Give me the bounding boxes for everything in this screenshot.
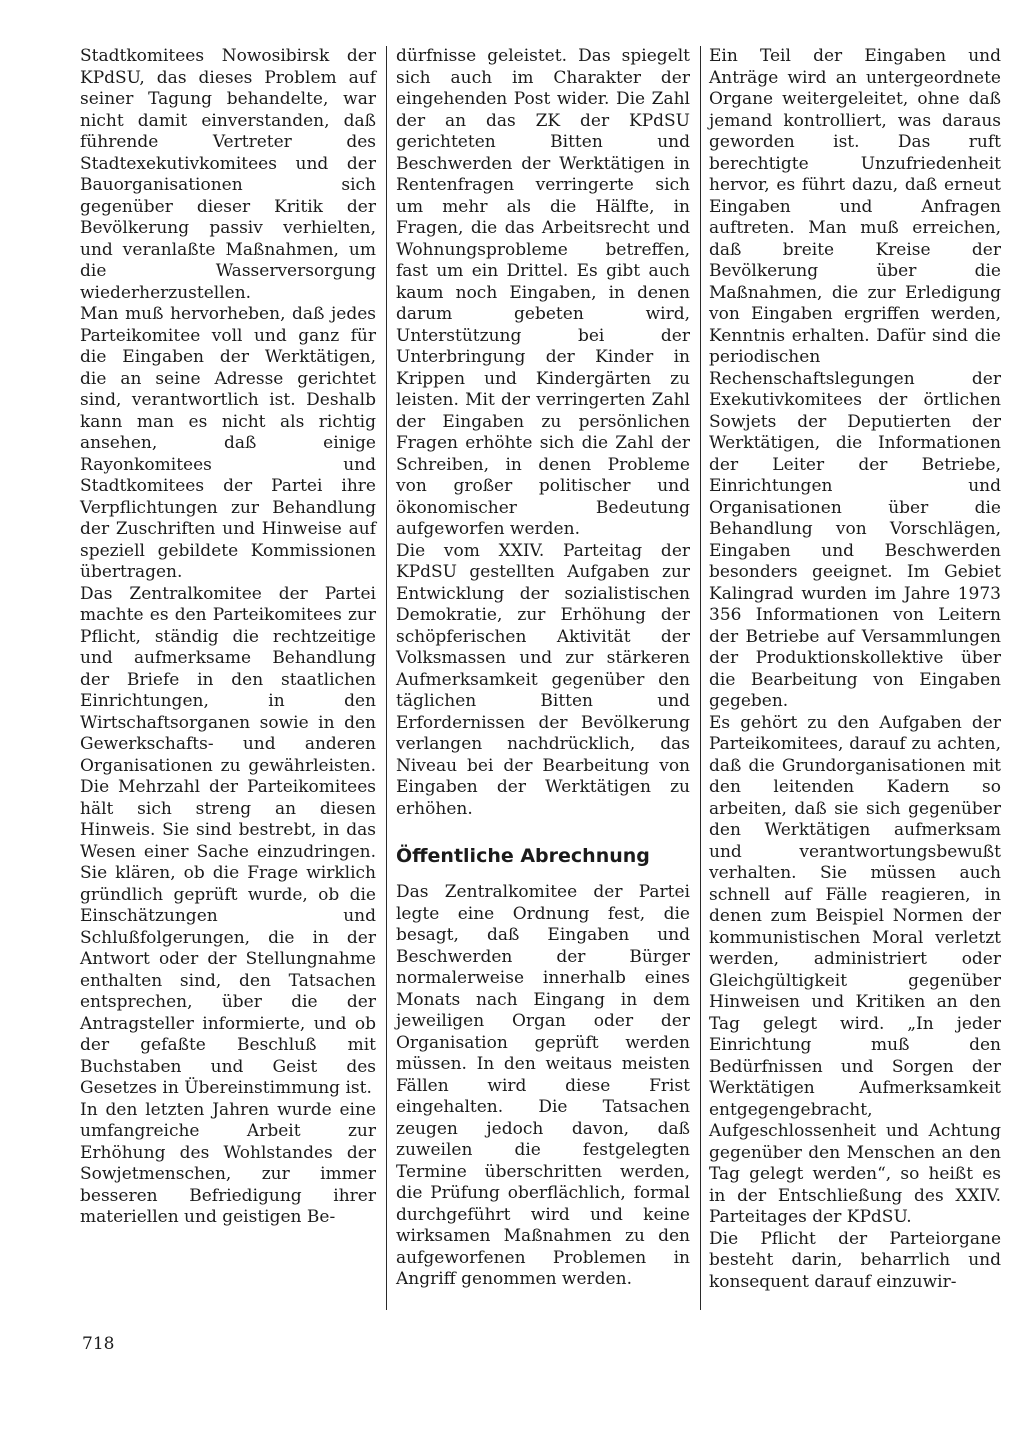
paragraph: Man muß hervorheben, daß jedes Parteikomitee voll und ganz für die Eingaben der Werktätigen, die an seine Adresse gerichtet sind, verantwortlich ist. Deshalb kann man es nicht als richtig ansehen, daß einige Rayonkomitees und Stadtkomitees der Partei ihre Verpflichtungen zur Behandlung der Zuschriften und Hinweise auf speziell gebildete Kommissionen übertragen. — [80, 304, 376, 582]
column-divider — [700, 46, 701, 1310]
text-column-3 — [709, 46, 1001, 1293]
paragraph: Die vom XXIV. Parteitag der KPdSU gestellten Aufgaben zur Entwicklung der sozialistischen Demokratie, zur Erhöhung der schöpferischen Aktivität der Volksmassen und zur stärkeren Aufmerksamkeit gegenüber den täglichen Bitten und Erfordernissen der Bevölkerung verlangen nachdrücklich, das Niveau bei der Bearbeitung von Eingaben der Werktätigen zu erhöhen. — [396, 540, 690, 819]
text-column-2 — [396, 46, 690, 1291]
text-column-1 — [80, 46, 376, 1229]
paragraph: Stadtkomitees Nowosibirsk der KPdSU, das dieses Problem auf seiner Tagung behandelte, war nicht damit einverstanden, daß führende Vertreter des Stadtexekutivkomitees und der Bauorganisationen sich gegenüber dieser Kritik der Bevölkerung passiv verhielten, und veranlaßte Maßnahmen, um die Wasserversorgung wiederherzustellen. — [80, 46, 376, 303]
page-number: 718 — [82, 1334, 115, 1354]
paragraph: Das Zentralkomitee der Partei legte eine Ordnung fest, die besagt, daß Eingaben und Beschwerden der Bürger normalerweise innerhalb eines Monats nach Eingang in dem jeweiligen Organ oder der Organisation geprüft werden müssen. In den weitaus meisten Fällen wird diese Frist eingehalten. Die Tatsachen zeugen jedoch davon, daß zuweilen die festgelegten Termine überschritten werden, die Prüfung oberflächlich, formal durchgeführt wird und keine wirksamen Maßnahmen zu den aufgeworfenen Problemen in Angriff genommen werden. — [396, 882, 690, 1289]
column-divider — [386, 46, 387, 1310]
paragraph: Das Zentralkomitee der Partei machte es den Parteikomitees zur Pflicht, ständig die rechtzeitige und aufmerksame Behandlung der Briefe in den staatlichen Einrichtungen, in den Wirtschaftsorganen sowie in den Gewerkschafts- und anderen Organisationen zu gewährleisten. Die Mehrzahl der Parteikomitees hält sich streng an diesen Hinweis. Sie sind bestrebt, in das Wesen einer Sache einzudringen. Sie klären, ob die Frage wirklich gründlich geprüft wurde, ob die Einschätzungen und Schlußfolgerungen, die in der Antwort oder der Stellungnahme enthalten sind, den Tatsachen entsprechen, über die der Antragsteller informierte, und ob der gefaßte Beschluß mit Buchstaben und Geist des Gesetzes in Übereinstimmung ist. — [80, 583, 376, 1098]
paragraph: dürfnisse geleistet. Das spiegelt sich auch im Charakter der eingehenden Post wider. Die Zahl der an das ZK der KPdSU gerichteten Bitten und Beschwerden der Werktätigen in Rentenfragen verringerte sich um mehr als die Hälfte, in Fragen, die das Arbeitsrecht und Wohnungsprobleme betreffen, fast um ein Drittel. Es gibt auch kaum noch Eingaben, in denen darum gebeten wird, Unterstützung bei der Unterbringung der Kinder in Krippen und Kindergärten zu leisten. Mit der verringerten Zahl der Eingaben zu persönlichen Fragen erhöhte sich die Zahl der Schreiben, in denen Probleme von großer politischer und ökonomischer Bedeutung aufgeworfen werden. — [396, 46, 690, 539]
paragraph: Ein Teil der Eingaben und Anträge wird an untergeordnete Organe weitergeleitet, ohne daß jemand kontrolliert, was daraus geworden ist. Das ruft berechtigte Unzufriedenheit hervor, es führt dazu, daß erneut Eingaben und Anfragen auftreten. Man muß erreichen, daß breite Kreise der Bevölkerung über die Maßnahmen, die zur Erledigung von Eingaben ergriffen werden, Kenntnis erhalten. Dafür sind die periodischen Rechenschaftslegungen der Exekutivkomitees der örtlichen Sowjets der Deputierten der Werktätigen, die Informationen der Leiter der Betriebe, Einrichtungen und Organisationen über die Behandlung von Vorschlägen, Eingaben und Beschwerden besonders geeignet. Im Gebiet Kalingrad wurden im Jahre 1973 356 Informationen von Leitern der Betriebe auf Versammlungen der Produktionskollektive über die Bearbeitung von Eingaben gegeben. — [709, 46, 1001, 711]
paragraph: Die Pflicht der Parteiorgane besteht darin, beharrlich und konsequent darauf einzuwir- — [709, 1228, 1001, 1292]
section-heading: Öffentliche Abrechnung — [396, 845, 650, 867]
paragraph: Es gehört zu den Aufgaben der Parteikomitees, darauf zu achten, daß die Grundorganisationen mit den leitenden Kadern so arbeiten, daß sie sich gegenüber den Werktätigen aufmerksam und verantwortungsbewußt verhalten. Sie müssen auch schnell auf Fälle reagieren, in denen zum Beispiel Normen der kommunistischen Moral verletzt werden, administriert oder Gleichgültigkeit gegenüber Hinweisen und Kritiken an den Tag gelegt wird. „In jeder Einrichtung muß den Bedürfnissen und Sorgen der Werktätigen Aufmerksamkeit entgegengebracht, Aufgeschlossenheit und Achtung gegenüber den Menschen an den Tag gelegt werden“, so heißt es in der Entschließung des XXIV. Parteitages der KPdSU. — [709, 712, 1001, 1227]
paragraph: In den letzten Jahren wurde eine umfangreiche Arbeit zur Erhöhung des Wohlstandes der Sowjetmenschen, zur immer besseren Befriedigung ihrer materiellen und geistigen Be- — [80, 1099, 376, 1227]
